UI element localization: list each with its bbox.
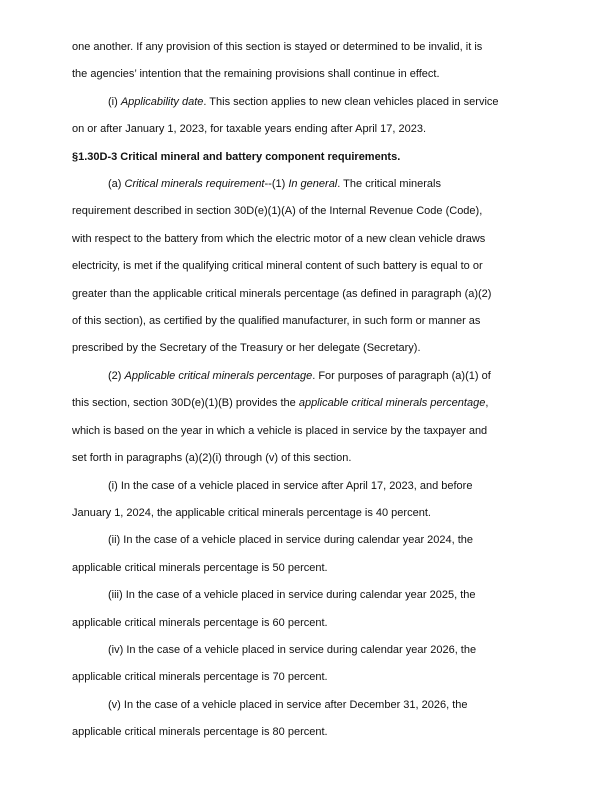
- paragraph-critical-minerals-requirement: [72, 171, 542, 363]
- text-line: greater than the applicable critical minerals percentage (as defined in paragraph (a)(2): [72, 287, 492, 300]
- paragraph-item-i: [72, 473, 542, 528]
- text-line: set forth in paragraphs (a)(2)(i) through (v) of this section.: [72, 452, 352, 465]
- subparagraph-heading-italic: In general: [288, 178, 338, 191]
- section-heading: [72, 144, 542, 171]
- text-line: (iv) In the case of a vehicle placed in service during calendar year 2026, the: [108, 643, 477, 656]
- paragraph-heading-italic: Applicable critical minerals percentage: [124, 369, 313, 382]
- text-line: one another. If any provision of this section is stayed or determined to be invalid, it is: [72, 41, 483, 53]
- text-run: . The critical minerals: [337, 178, 441, 191]
- text-run: --(1): [264, 178, 289, 191]
- text-run: . This section applies to new clean vehicles placed in service: [203, 95, 499, 108]
- defined-term-italic: applicable critical minerals percentage: [298, 397, 486, 410]
- document-page: [72, 34, 542, 747]
- text-line: (ii) In the case of a vehicle placed in service during calendar year 2024, the: [108, 534, 474, 547]
- text-line: requirement described in section 30D(e)(1)(A) of the Internal Revenue Code (Code),: [72, 205, 483, 218]
- section-heading-text: §1.30D-3 Critical mineral and battery component requirements.: [72, 150, 401, 163]
- text-run: this section, section 30D(e)(1)(B) provides the: [72, 397, 299, 410]
- text-line: on or after January 1, 2023, for taxable years ending after April 17, 2023.: [72, 123, 427, 136]
- paragraph-heading-italic: Critical minerals requirement: [124, 178, 265, 191]
- paragraph-label: (2): [108, 369, 125, 382]
- text-line: of this section), as certified by the qualified manufacturer, in such form or manner as: [72, 315, 481, 328]
- text-line: (v) In the case of a vehicle placed in service after December 31, 2026, the: [108, 698, 468, 711]
- text-line: applicable critical minerals percentage is 60 percent.: [72, 616, 328, 629]
- text-line: applicable critical minerals percentage is 80 percent.: [72, 726, 328, 739]
- paragraph-item-v: [72, 692, 542, 747]
- paragraph-item-iv: [72, 637, 542, 692]
- paragraph-applicable-percentage: [72, 363, 542, 473]
- text-line: [72, 171, 542, 198]
- text-line: with respect to the battery from which the electric motor of a new clean vehicle draws: [72, 232, 486, 245]
- text-run: . For purposes of paragraph (a)(1) of: [312, 369, 491, 382]
- text-line: [72, 363, 542, 390]
- paragraph-applicability-date: [72, 89, 542, 144]
- text-run: ,: [485, 397, 489, 410]
- text-line: electricity, is met if the qualifying critical mineral content of such battery is equal to or: [72, 260, 483, 273]
- text-line: [72, 89, 542, 116]
- paragraph-severability: [72, 34, 542, 89]
- text-line: the agencies’ intention that the remaining provisions shall continue in effect.: [72, 68, 440, 81]
- text-line: applicable critical minerals percentage is 70 percent.: [72, 671, 328, 684]
- text-line: applicable critical minerals percentage is 50 percent.: [72, 561, 328, 574]
- paragraph-label: (a): [108, 178, 125, 191]
- paragraph-label: (i): [108, 95, 121, 108]
- text-line: (i) In the case of a vehicle placed in service after April 17, 2023, and before: [108, 479, 473, 492]
- text-line: (iii) In the case of a vehicle placed in service during calendar year 2025, the: [108, 589, 476, 602]
- text-line: which is based on the year in which a vehicle is placed in service by the taxpayer and: [72, 424, 488, 437]
- paragraph-item-iii: [72, 582, 542, 637]
- text-line: January 1, 2024, the applicable critical minerals percentage is 40 percent.: [72, 506, 431, 519]
- paragraph-item-ii: [72, 527, 542, 582]
- paragraph-heading-italic: Applicability date: [120, 95, 204, 108]
- text-line: [72, 390, 542, 417]
- text-line: prescribed by the Secretary of the Treasury or her delegate (Secretary).: [72, 342, 421, 355]
